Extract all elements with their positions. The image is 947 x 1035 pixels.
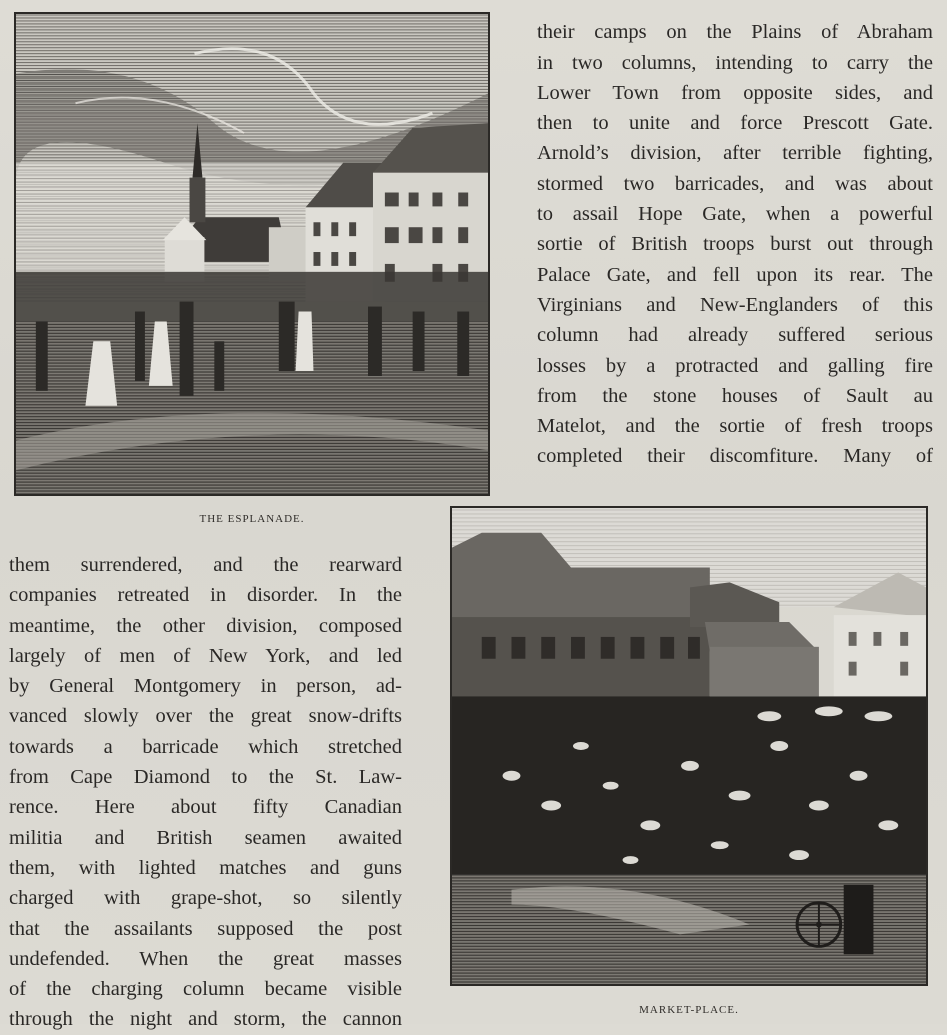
text-line: then to unite and force Prescott Gate.	[537, 112, 933, 135]
esplanade-caption: THE ESPLANADE.	[199, 513, 305, 525]
text-line: to assail Hope Gate, when a powerful	[537, 203, 933, 226]
esplanade-illustration	[14, 12, 490, 496]
text-line: Matelot, and the sortie of fresh troops	[537, 415, 933, 438]
text-line: from Cape Diamond to the St. Law-	[9, 766, 402, 789]
text-line: stormed two barricades, and was about	[537, 172, 933, 195]
text-line: losses by a protracted and galling fire	[537, 354, 933, 377]
esplanade-engraving	[16, 14, 488, 494]
text-line: Virginians and New-Englanders of this	[537, 293, 933, 316]
left-text-column	[9, 550, 402, 1035]
text-line: them, with lighted matches and guns	[9, 856, 402, 879]
text-line: Lower Town from opposite sides, and	[537, 81, 933, 104]
text-line: largely of men of New York, and led	[9, 644, 402, 667]
text-line: sortie of British troops burst out through	[537, 233, 933, 256]
market-place-caption: MARKET-PLACE.	[639, 1004, 739, 1016]
text-line: column had already suffered serious	[537, 324, 933, 347]
text-line: their camps on the Plains of Abraham	[537, 21, 933, 44]
text-line: by General Montgomery in person, ad-	[9, 675, 402, 698]
text-line: through the night and storm, the cannon	[9, 1008, 402, 1031]
text-line: them surrendered, and the rearward	[9, 554, 402, 576]
text-line: charged with grape-shot, so silently	[9, 887, 402, 910]
text-line: rence. Here about fifty Canadian	[9, 796, 402, 819]
text-line	[537, 0, 933, 17]
text-line: from the stone houses of Sault au	[537, 384, 933, 407]
text-line: of the charging column became visible	[9, 978, 402, 1001]
text-line: militia and British seamen awaited	[9, 826, 402, 849]
text-line: in two columns, intending to carry the	[537, 51, 933, 74]
text-line: that the assailants supposed the post	[9, 917, 402, 940]
text-line: completed their discomfiture. Many of	[537, 445, 933, 468]
market-place-engraving	[452, 508, 926, 984]
text-line: vanced slowly over the great snow-drifts	[9, 705, 402, 728]
market-place-illustration	[450, 506, 928, 986]
right-text-column	[537, 0, 933, 472]
text-line: towards a barricade which stretched	[9, 735, 402, 758]
text-line: undefended. When the great masses	[9, 947, 402, 970]
text-line: Arnold’s division, after terrible fighting,	[537, 142, 933, 165]
text-line: meantime, the other division, composed	[9, 614, 402, 637]
text-line: companies retreated in disorder. In the	[9, 584, 402, 607]
text-line: Palace Gate, and fell upon its rear. The	[537, 263, 933, 286]
